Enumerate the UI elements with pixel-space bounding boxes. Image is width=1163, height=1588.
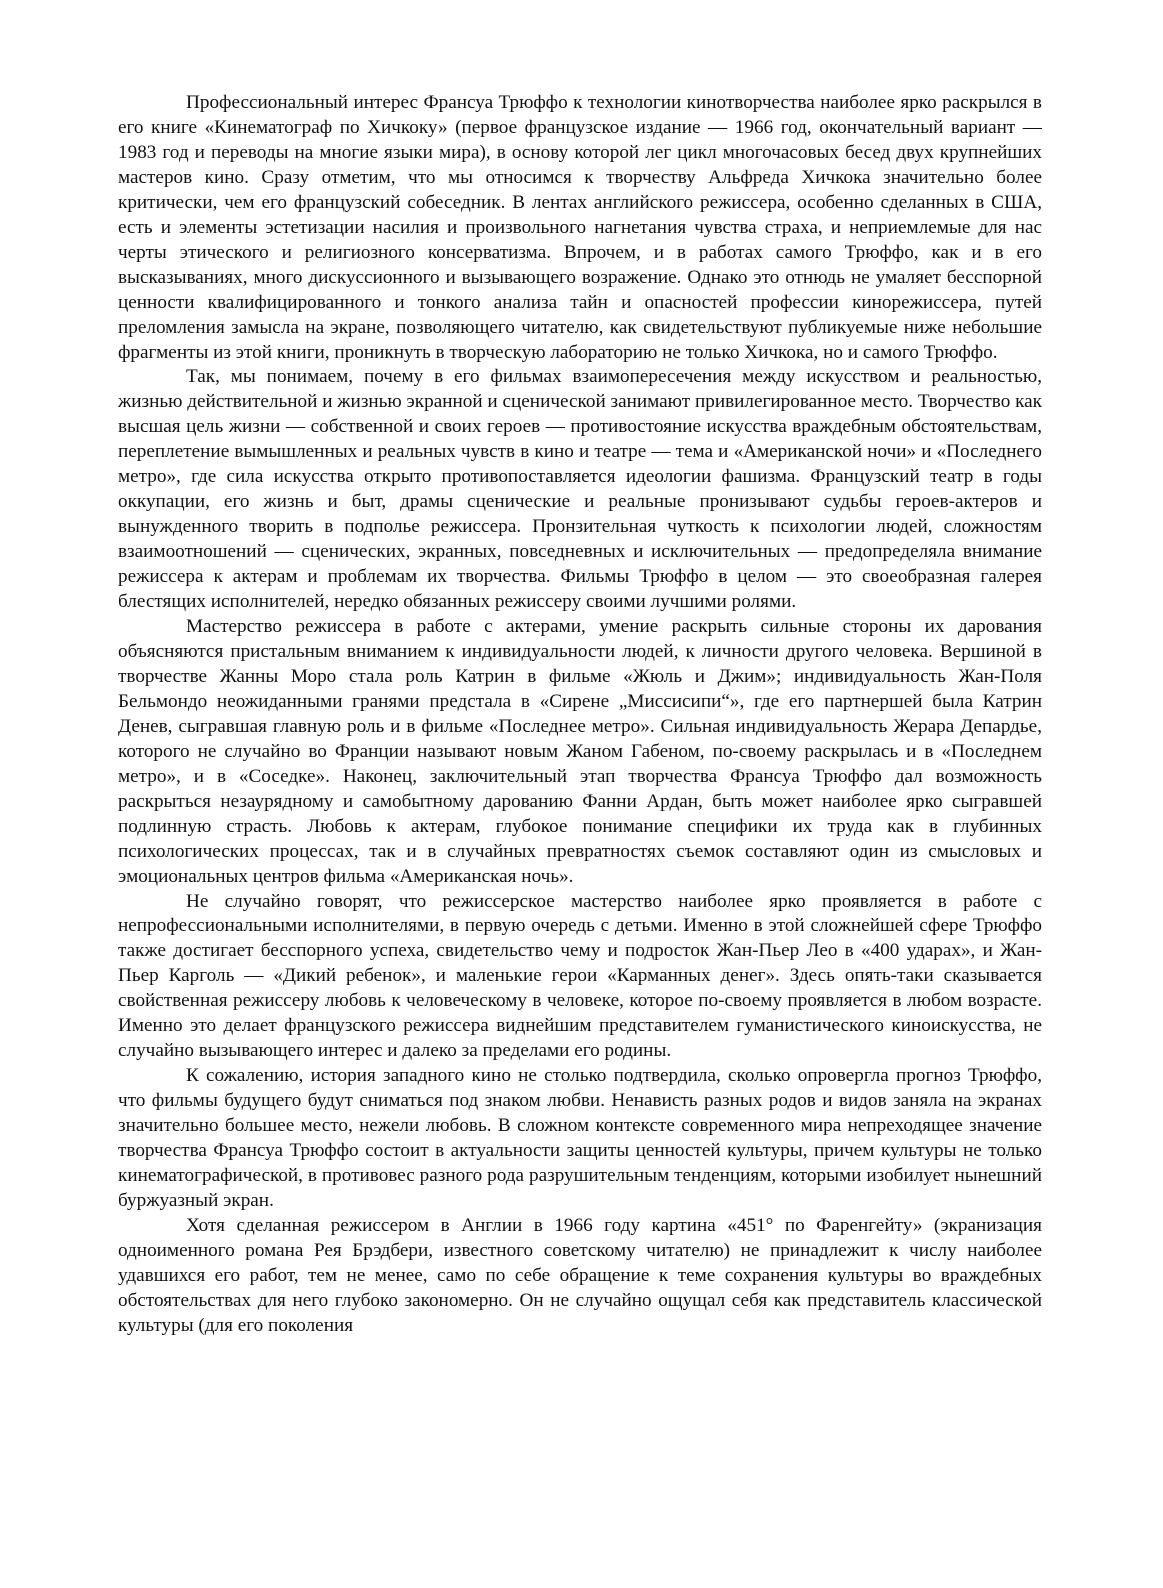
paragraph-western-cinema: К сожалению, история западного кино не столько подтвердила, сколько опровергла прогноз Трюффо, что фильмы будущего будут сниматься под знаком любви. Ненависть разных родов и видов заняла на экранах значительно большее место, нежели любовь. В сложном контексте современного мира непреходящее значение творчества Франсуа Трюффо состоит в актуальности защиты ценностей культуры, причем культуры не только кинематографической, в противовес разного рода разрушительным тенденциям, которыми изобилует нынешний буржуазный экран. (118, 1065, 1042, 1211)
paragraph-fahrenheit-451: Хотя сделанная режиссером в Англии в 1966 году картина «451° по Фаренгейту» (экранизация одноименного романа Рея Брэдбери, известного советскому читателю) не принадлежит к числу наиболее удавшихся его работ, тем не менее, само по себе обращение к теме сохранения культуры во враждебных обстоятельствах для него глубоко закономерно. Он не случайно ощущал себя как представитель классической культуры (для его поколения (118, 1214, 1042, 1336)
paragraph-work-with-actors: Мастерство режиссера в работе с актерами, умение раскрыть сильные стороны их дарования объясняются пристальным вниманием к индивидуальности людей, к личности другого человека. Вершиной в творчестве Жанны Моро стала роль Катрин в фильме «Жюль и Джим»; индивидуальность Жан-Поля Бельмондо неожиданными гранями предстала в «Сирене „Миссисипи“», где его партнершей была Катрин Денев, сыгравшая главную роль и в фильме «Последнее метро». Сильная индивидуальность Жерара Депардье, которого не случайно во Франции называют новым Жаном Габеном, по-своему раскрылась и в «Последнем метро», и в «Соседке». Наконец, заключительный этап творчества Франсуа Трюффо дал возможность раскрыться незаурядному и самобытному дарованию Фанни Ардан, быть может наиболее ярко сыгравшей подлинную страсть. Любовь к актерам, глубокое понимание специфики их труда как в глубинных психологических процессах, так и в случайных превратностях съемок составляют один из смысловых и эмоциональных центров фильма «Американская ночь». (118, 616, 1042, 887)
body-text (118, 91, 1042, 1339)
paragraph-non-professional-actors: Не случайно говорят, что режиссерское мастерство наиболее ярко проявляется в работе с непрофессиональными исполнителями, в первую очередь с детьми. Именно в этой сложнейшей сфере Трюффо также достигает бесспорного успеха, свидетельство чему и подросток Жан-Пьер Лео в «400 ударах», и Жан-Пьер Карголь — «Дикий ребенок», и маленькие герои «Карманных денег». Здесь опять-таки сказывается свойственная режиссеру любовь к человеческому в человеке, которое по-своему проявляется в любом возрасте. Именно это делает французского режиссера виднейшим представителем гуманистического киноискусства, не случайно вызывающего интерес и далеко за пределами его родины. (118, 890, 1042, 1062)
paragraph-art-and-reality: Так, мы понимаем, почему в его фильмах взаимопересечения между искусством и реальностью, жизнью действительной и жизнью экранной и сценической занимают привилегированное место. Творчество как высшая цель жизни — собственной и своих героев — противостояние искусства враждебным обстоятельствам, переплетение вымышленных и реальных чувств в кино и театре — тема и «Американской ночи» и «Последнего метро», где сила искусства открыто противопоставляется идеологии фашизма. Французский театр в годы оккупации, его жизнь и быт, драмы сценические и реальные пронизывают судьбы героев-актеров и вынужденного творить в подполье режиссера. Пронзительная чуткость к психологии людей, сложностям взаимоотношений — сценических, экранных, повседневных и исключительных — предопределяла внимание режиссера к актерам и проблемам их творчества. Фильмы Трюффо в целом — это своеобразная галерея блестящих исполнителей, нередко обязанных режиссеру своими лучшими ролями. (118, 366, 1042, 613)
paragraph-truffaut-hitchcock-book: Профессиональный интерес Франсуа Трюффо к технологии кинотворчества наиболее ярко раскрылся в его книге «Кинематограф по Хичкоку» (первое французское издание — 1966 год, окончательный вариант — 1983 год и переводы на многие языки мира), в основу которой лег цикл многочасовых бесед двух крупнейших мастеров кино. Сразу отметим, что мы относимся к творчеству Альфреда Хичкока значительно более критически, чем его французский собеседник. В лентах английского режиссера, особенно сделанных в США, есть и элементы эстетизации насилия и произвольного нагнетания чувства страха, и неприемлемые для нас черты этического и религиозного консерватизма. Впрочем, и в работах самого Трюффо, как и в его высказываниях, много дискуссионного и вызывающего возражение. Однако это отнюдь не умаляет бесспорной ценности квалифицированного и тонкого анализа тайн и опасностей профессии кинорежиссера, путей преломления замысла на экране, позволяющего читателю, как свидетельствуют публикуемые ниже небольшие фрагменты из этой книги, проникнуть в творческую лабораторию не только Хичкока, но и самого Трюффо. (118, 92, 1042, 363)
